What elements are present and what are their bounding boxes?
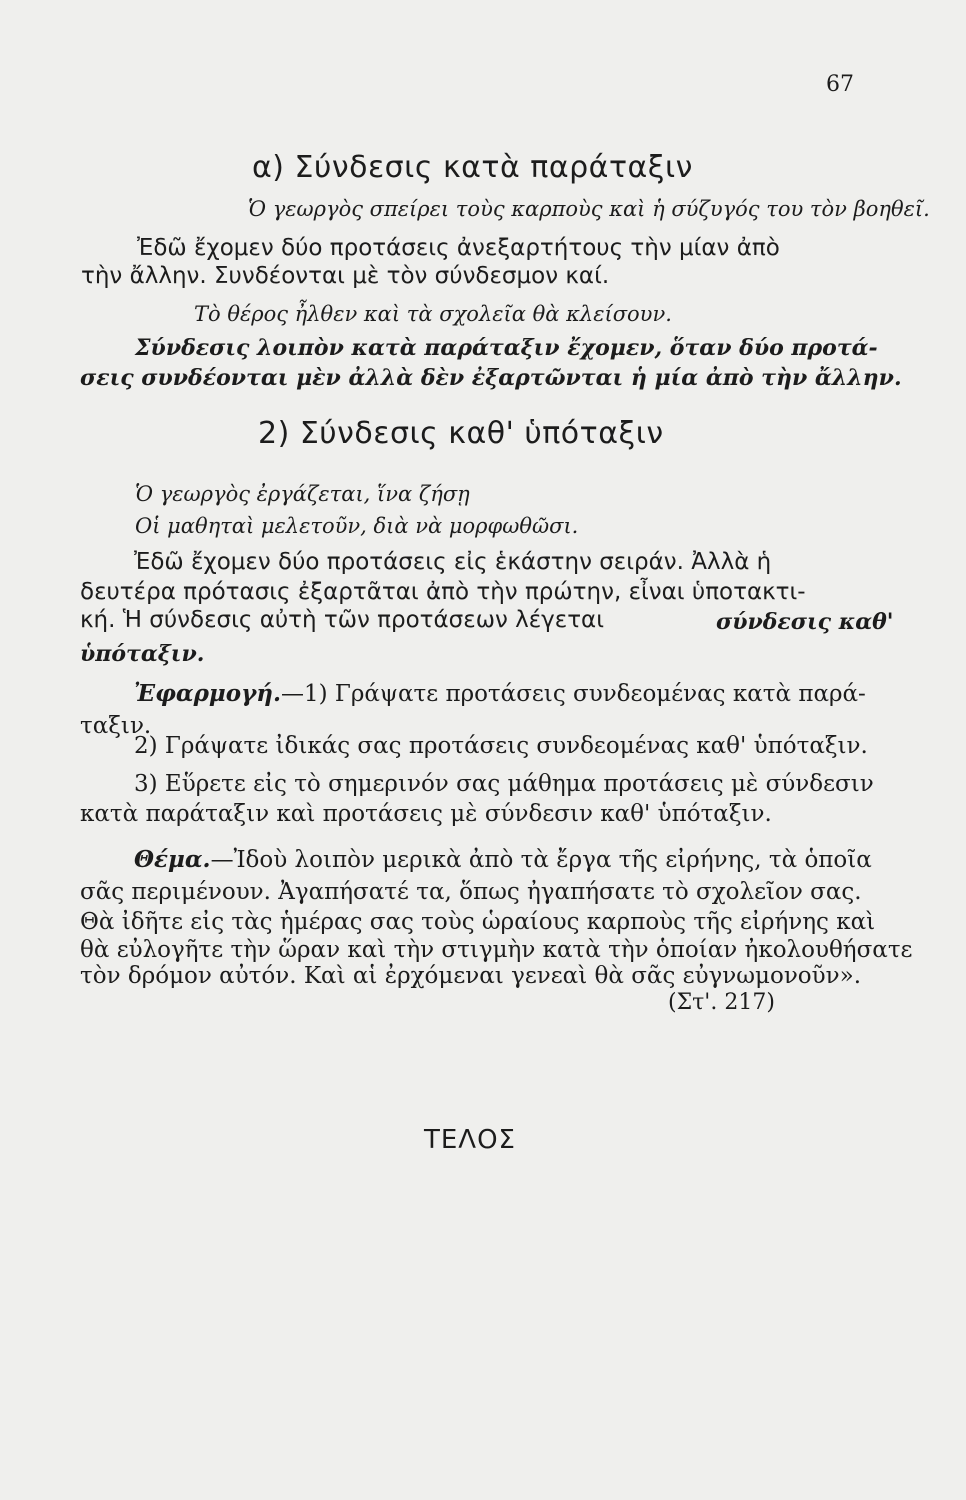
section-a-heading: α) Σύνδεσις κατὰ παράταξιν — [252, 150, 693, 185]
exercise-line: 3) Εὕρετε εἰς τὸ σημερινόν σας μάθημα προτάσεις μὲ σύνδεσιν — [134, 771, 874, 797]
theme-line: —Ἰδοὺ λοιπὸν μερικὰ ἀπὸ τὰ ἔργα τῆς εἰρήνης, τὰ ὁποῖα — [210, 847, 872, 873]
exercise-line: —1) Γράψατε προτάσεις συνδεομένας κατὰ παρά- — [281, 681, 866, 707]
exercise-line: κατὰ παράταξιν καὶ προτάσεις μὲ σύνδεσιν καθ' ὑπόταξιν. — [80, 801, 772, 827]
body-line: κή. Ἡ σύνδεσις αὐτὴ τῶν προτάσεων λέγεται — [80, 607, 604, 633]
example-sentence-2: Τὸ θέρος ἦλθεν καὶ τὰ σχολεῖα θὰ κλείσουν. — [194, 302, 672, 326]
body-line: Ἐδῶ ἔχομεν δύο προτάσεις εἰς ἑκάστην σειράν. Ἀλλὰ ἡ — [134, 549, 772, 575]
term-bold: ὑπόταξιν. — [80, 641, 205, 667]
theme-line: τὸν δρόμον αὐτόν. Καὶ αἱ ἐρχόμεναι γενεαὶ θὰ σᾶς εὐγνωμονοῦν». — [80, 963, 862, 989]
section-b-heading: 2) Σύνδεσις καθ' ὑπόταξιν — [258, 416, 664, 451]
body-line: Ἐδῶ ἔχομεν δύο προτάσεις ἀνεξαρτήτους τὴν μίαν ἀπὸ — [137, 235, 780, 261]
theme-line: Θὰ ἰδῆτε εἰς τὰς ἡμέρας σας τοὺς ὡραίους καρποὺς τῆς εἰρήνης καὶ — [80, 909, 876, 935]
end-marker: ΤΕΛΟΣ — [424, 1125, 516, 1155]
theme-line: θὰ εὐλογῆτε τὴν ὥραν καὶ τὴν στιγμὴν κατὰ τὴν ὁποίαν ἠκολουθήσατε — [80, 937, 913, 963]
page-number: 67 — [826, 72, 854, 97]
example-sentence-4: Οἱ μαθηταὶ μελετοῦν, διὰ νὰ μορφωθῶσι. — [135, 514, 579, 538]
theme-paragraph — [134, 846, 872, 874]
citation: (Στ'. 217) — [668, 990, 775, 1015]
theme-line: σᾶς περιμένουν. Ἀγαπήσατέ τα, ὅπως ἠγαπήσατε τὸ σχολεῖον σας. — [80, 879, 862, 905]
exercise-line: ταξιν. — [80, 713, 152, 739]
body-line: τὴν ἄλλην. Συνδέονται μὲ τὸν σύνδεσμον καί. — [81, 263, 610, 289]
body-line: δευτέρα πρότασις ἐξαρτᾶται ἀπὸ τὴν πρώτην, εἶναι ὑποτακτι- — [80, 579, 806, 605]
exercise-label: Ἐφαρμογή. — [134, 680, 281, 707]
exercise-paragraph — [134, 680, 866, 708]
rule-line: σεις συνδέονται μὲν ἀλλὰ δὲν ἐξαρτῶνται ἡ μία ἀπὸ τὴν ἄλλην. — [80, 365, 902, 391]
rule-line: Σύνδεσις λοιπὸν κατὰ παράταξιν ἔχομεν, ὅταν δύο προτά- — [135, 335, 878, 361]
example-sentence-1: Ὁ γεωργὸς σπείρει τοὺς καρποὺς καὶ ἡ σύζυγός του τὸν βοηθεῖ. — [248, 197, 930, 221]
term-bold: σύνδεσις καθ' — [716, 609, 894, 635]
example-sentence-3: Ὁ γεωργὸς ἐργάζεται, ἵνα ζήσῃ — [135, 482, 470, 506]
theme-label: Θέμα. — [134, 846, 211, 873]
exercise-line: 2) Γράψατε ἰδικάς σας προτάσεις συνδεομένας καθ' ὑπόταξιν. — [134, 733, 868, 759]
